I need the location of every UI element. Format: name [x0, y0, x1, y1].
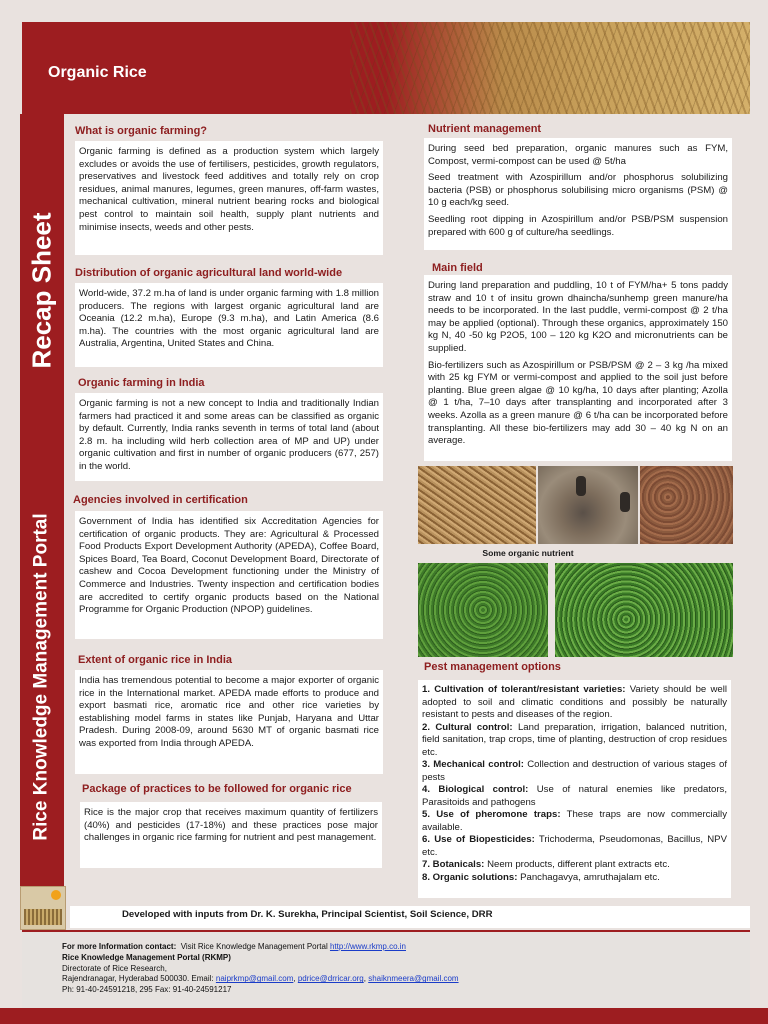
box-nutrient — [424, 138, 732, 250]
text-nutrient-2: Seed treatment with Azospirillum and/or phosphorus solubilizing bacteria (PSB) or phosphorus solubilising micro organisms (PSM) @ 10 g each/kg seed. — [428, 172, 728, 209]
field-icon — [24, 909, 62, 925]
box-organic-farming — [75, 141, 383, 255]
heading-package: Package of practices to be followed for organic rice — [82, 783, 352, 795]
org-name: Rice Knowledge Management Portal (RKMP) — [62, 952, 231, 962]
email-link-1[interactable]: naiprkmp@gmail.com — [215, 974, 294, 984]
text-agencies: Government of India has identified six Accreditation Agencies for certification of organic products. They are: Agricultural & Processed Food Products Export Development Authority (APEDA), Coffee Board, Spices Board, Tea Board, Coconut Development Board, Directorate of cashew and Cocoa Development functioning under the Ministry of Commerce and Industries. Twenty inspection and certification bodies are accredited to certify organic products based on the National Programme for Organic Production (NPOP) guidelines. — [79, 516, 379, 616]
heading-india: Organic farming in India — [78, 377, 205, 389]
heading-organic-farming: What is organic farming? — [75, 125, 208, 137]
box-distribution — [75, 283, 383, 367]
email-link-2[interactable]: pdrice@drricar.org — [297, 974, 364, 984]
photo-caption: Some organic nutrient — [482, 548, 574, 558]
heading-agencies: Agencies involved in certification — [73, 494, 248, 506]
photo-straw — [418, 466, 536, 544]
heading-nutrient: Nutrient management — [428, 123, 542, 135]
sidebar-portal — [24, 462, 60, 892]
sun-icon — [51, 890, 61, 900]
recap-sheet-label: Recap Sheet — [26, 211, 57, 369]
photo-soil — [640, 466, 733, 544]
box-india — [75, 393, 383, 481]
address: Rajendranagar, Hyderabad 500030. Email: — [62, 974, 214, 984]
person-icon — [576, 476, 586, 496]
box-agencies — [75, 511, 383, 639]
contact-text: Visit Rice Knowledge Management Portal — [180, 942, 328, 951]
text-distribution: World-wide, 37.2 m.ha of land is under organic farming with 1.8 million producers. The regions with largest organic agricultural land are Oceania (12.2 m.ha), Europe (9.3 m.ha), and Latin America (8.6 m.ha). The countries with the most organic agricultural land are Australia, Argentina, United States and China. — [79, 288, 379, 350]
text-main-field-2: Bio-fertilizers such as Azospirillum or PSB/PSM @ 2 – 3 kg /ha mixed with 25 kg FYM or vermi-compost and applied to the soil just before planting. Blue green algae @ 10 kg/ha, 10 days after planting; Azolla @ 1 t/ha, 7–10 days after transplanting and incorporated after 3 weeks. Azolla as a green manure @ 6 t/ha can be incorporated before transplanting. All these bio-fertilizers may add 30 – 40 kg N on an average. — [428, 359, 728, 447]
email-link-3[interactable]: shaiknmeera@gmail.com — [368, 974, 459, 984]
text-package: Rice is the major crop that receives maximum quantity of fertilizers (40%) and pesticides (17-18%) and these practices pose major challenges in organic rice farming for nutrient and pest management. — [84, 807, 378, 844]
person-icon — [620, 492, 630, 512]
text-main-field-1: During land preparation and puddling, 10 t of FYM/ha+ 5 tons paddy straw and 10 t of insitu grown dhaincha/sunhemp green manure/ha needs to be incorporated. In the last puddle, vermi-compost @ 2 t/ha may be applied (optional). Through these organics, approximately 150 kg N, 40 -50 kg P2O5, 100 – 120 kg K2O and micronutrients can be supplied. — [428, 280, 728, 354]
phone: Ph: 91-40-24591218, 295 Fax: 91-40-24591217 — [62, 985, 232, 995]
portal-label: Rice Knowledge Management Portal — [31, 513, 53, 841]
box-extent — [75, 670, 383, 774]
footer — [22, 930, 750, 1008]
text-nutrient-1: During seed bed preparation, organic manures such as FYM, Compost, vermi-compost can be used @ 5t/ha — [428, 143, 728, 167]
pest-item: 7. Botanicals: Neem products, different plant extracts etc. — [422, 859, 670, 870]
heading-extent: Extent of organic rice in India — [78, 654, 233, 666]
portal-link[interactable]: http://www.rkmp.co.in — [329, 942, 406, 951]
page-title: Organic Rice — [48, 64, 147, 81]
directorate: Directorate of Rice Research, — [62, 963, 167, 973]
pest-item: 1. Cultivation of tolerant/resistant varieties: Variety should be well adopted to soil and climatic conditions and possibly be naturally resistant to pests and diseases of the region. — [422, 684, 727, 720]
pest-item: 3. Mechanical control: Collection and destruction of various stages of pests — [422, 759, 727, 783]
pest-item: 8. Organic solutions: Panchagavya, amruthajalam etc. — [422, 871, 660, 883]
sidebar-recap — [24, 205, 60, 375]
footer-address: Rajendranagar, Hyderabad 500030. Email: naiprkmp@gmail.com, pdrice@drricar.org, shaiknmeera@gmail.com — [62, 974, 459, 984]
text-extent: India has tremendous potential to become a major exporter of organic rice in the International market. APEDA made efforts to produce and export basmati rice, aromatic rice and other rice varieties by establishing model farms in states like Punjab, Haryana and Uttar Pradesh. During 2008-09, around 5630 MT of organic basmati rice was exported from India through APEDA. — [79, 675, 379, 749]
footer-band — [0, 1008, 768, 1024]
text-nutrient-3: Seedling root dipping in Azospirillum and/or PSB/PSM suspension prepared with 600 g of culture/ha seedlings. — [428, 213, 728, 238]
text-organic-farming: Organic farming is defined as a production system which largely excludes or avoids the use of fertilisers, pesticides, growth regulators, preservatives and livestock feed additives and totally rely on crop residues, animal manures, legumes, green manures, off-farm wastes, mechanical cultivation, mineral nutrient bearing rocks and biological pest control to maintain soil health, supply plant nutrients and minimise insects, weeds and other pests. — [79, 146, 379, 233]
footer-contact — [62, 942, 750, 953]
box-package — [80, 802, 382, 868]
text-india: Organic farming is not a new concept to India and traditionally Indian farmers had practiced it and some areas can be classified as organic by default. Currently, India ranks seventh in terms of total land (about 2.8 m. ha including wild herb collection area of MP and UP) under organic cultivation and first in number of organic producers (677, 257) in the world. — [79, 398, 379, 472]
photo-azolla — [555, 563, 733, 657]
pest-item: 6. Use of Biopesticides: Trichoderma, Pseudomonas, Bacillus, NPV etc. — [422, 834, 727, 858]
pest-item: 2. Cultural control: Land preparation, irrigation, balanced nutrition, field sanitation, trap crops, time of planting, destruction of crop residues etc. — [422, 721, 728, 758]
heading-pest: Pest management options — [424, 661, 561, 673]
rkmp-logo-icon — [20, 886, 66, 930]
heading-main-field: Main field — [432, 262, 483, 274]
box-pest — [418, 680, 731, 898]
heading-distribution: Distribution of organic agricultural land world-wide — [75, 267, 343, 279]
photo-green-manure — [418, 563, 548, 657]
credit-line: Developed with inputs from Dr. K. Surekha, Principal Scientist, Soil Science, DRR — [70, 906, 750, 928]
photo-workers — [538, 466, 638, 544]
contact-label: For more Information contact: — [62, 942, 177, 951]
box-main-field — [424, 275, 732, 461]
pest-item: 4. Biological control: Use of natural enemies like predators, Parasitoids and pathogens — [422, 784, 727, 808]
pest-item: 5. Use of pheromone traps: These traps are now commercially available. — [422, 809, 727, 833]
